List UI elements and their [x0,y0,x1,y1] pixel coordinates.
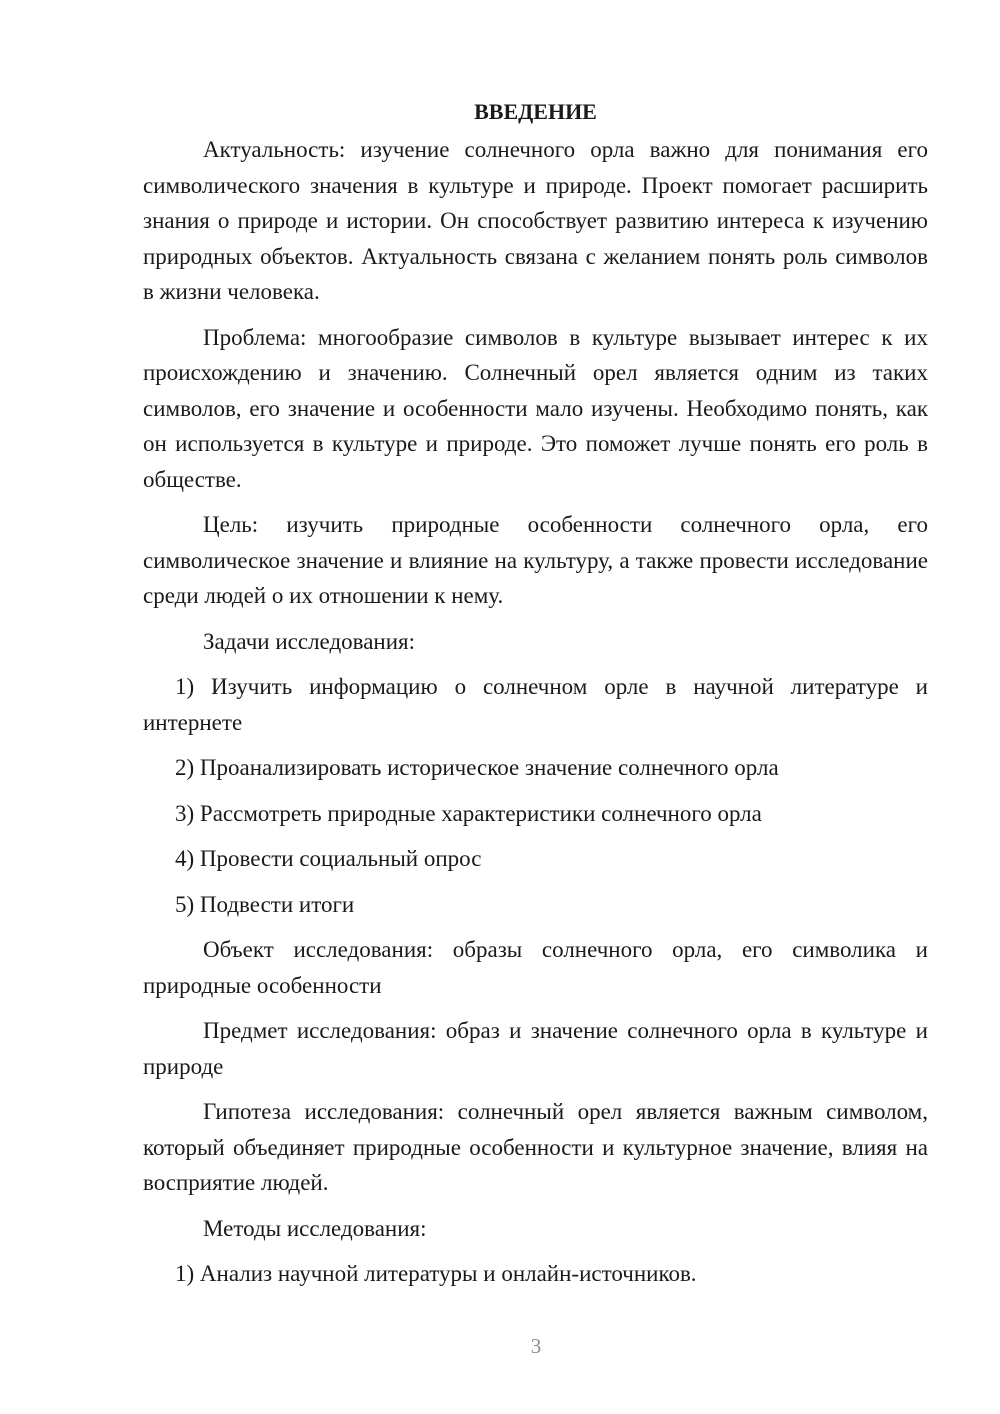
task-item: 3) Рассмотреть природные характеристики солнечного орла [175,800,762,826]
methods-title: Методы исследования: [203,1215,427,1241]
task-item: 5) Подвести итоги [175,891,355,917]
goal-paragraph: Цель: изучить природные особенности солнечного орла, его символическое значение и влияние на культуру, а также провести исследование среди людей о их отношении к нему. [143,512,928,608]
problem-paragraph: Проблема: многообразие символов в культуре вызывает интерес к их происхождению и значению. Солнечный орел является одним из таких символов, его значение и особенности мало изучены. Необходимо понять, как он используется в культуре и природе. Это поможет лучше понять его роль в обществе. [143,324,928,492]
tasks-title: Задачи исследования: [203,628,416,654]
task-item: 2) Проанализировать историческое значение солнечного орла [175,755,779,780]
method-item: 1) Анализ научной литературы и онлайн-источников. [175,1261,697,1286]
section-heading: ВВЕДЕНИЕ [474,99,597,124]
page-content [143,94,928,1302]
relevance-paragraph: Актуальность: изучение солнечного орла важно для понимания его символического значения в культуре и природе. Проект помогает расширить знания о природе и истории. Он способствует развитию интереса к изучению природных объектов. Актуальность связана с желанием понять роль символов в жизни человека. [143,137,928,304]
subject-paragraph: Предмет исследования: образ и значение солнечного орла в культуре и природе [143,1018,928,1079]
hypothesis-paragraph: Гипотеза исследования: солнечный орел является важным символом, который объединяет природные особенности и культурное значение, влияя на восприятие людей. [143,1099,928,1195]
task-item: 4) Провести социальный опрос [175,846,482,871]
object-paragraph: Объект исследования: образы солнечного орла, его символика и природные особенности [143,937,928,998]
task-item: 1) Изучить информацию о солнечном орле в научной литературе и интернете [143,674,928,735]
page-number: 3 [530,1334,542,1358]
